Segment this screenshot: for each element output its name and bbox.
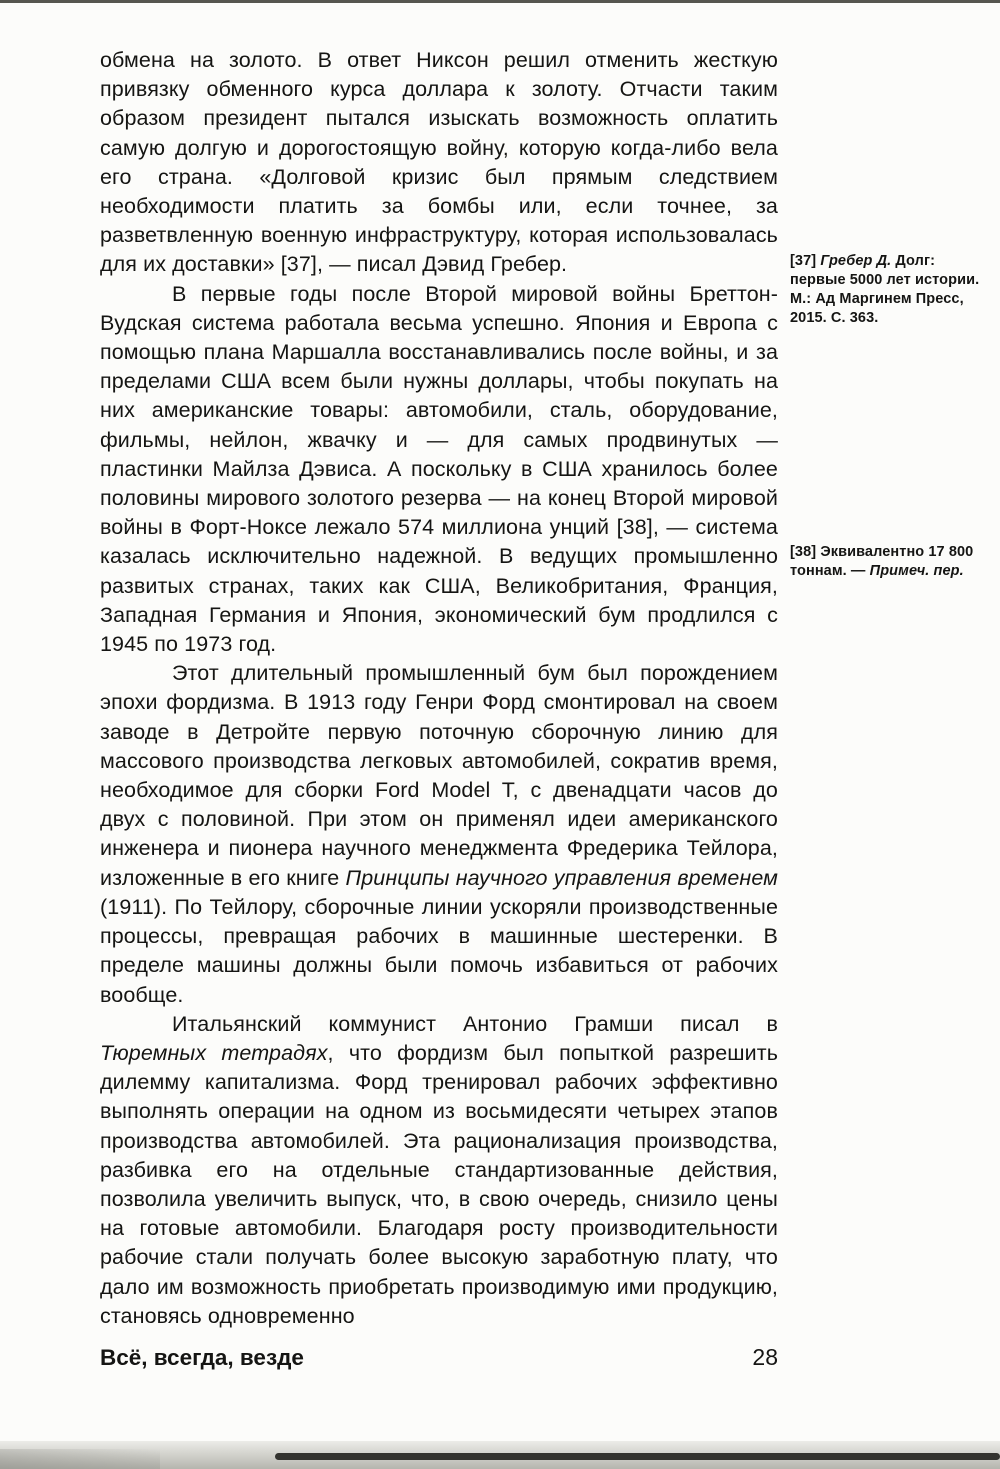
text-segment: Долг: первые 5000 лет истории. М.: Ад Маргинем Пресс, 2015. С. 363. <box>790 253 980 326</box>
body-text <box>100 46 778 1342</box>
scan-corner-shadow <box>0 1449 160 1469</box>
text-segment: Этот длительный промышленный бум был порождением эпохи фордизма. В 1913 году Генри Форд смонтировал на своем заводе в Детройте первую поточную сборочную линию для массового производства легковых автомобилей, сократив время, необходимое для сборки Ford Model T, с двенадцати часов до двух с половиной. При этом он применял идеи американского инженера и пионера научного менеджмента Фредерика Тейлора, изложенные в его книге <box>100 661 778 890</box>
text-segment: обмена на золото. В ответ Никсон решил отменить жесткую привязку обменного курса доллара к золоту. Отчасти таким образом президент пытался изыскать возможность оплатить самую долгую и дорогостоящую войну, которую когда-либо вела его страна. «Долговой кризис был прямым следствием необходимости платить за бомбы или, если точнее, за разветвленную военную инфраструктуру, которая использовалась для их доставки» [37], — писал Дэвид Гребер. <box>100 48 778 277</box>
page-footer <box>100 1344 778 1371</box>
text-segment: Итальянский коммунист Антонио Грамши писал в <box>172 1011 778 1036</box>
scan-artifact-line <box>275 1453 1000 1460</box>
italic-text-segment: Тюремных тетрадях <box>100 1040 328 1065</box>
running-title: Всё, всегда, везде <box>100 1345 304 1370</box>
paragraph <box>100 1010 778 1331</box>
italic-text-segment: Принципы научного управления временем <box>345 865 778 890</box>
text-segment: В первые годы после Второй мировой войны Бреттон-Вудская система работала весьма успешно. Япония и Европа с помощью плана Маршалла восстанавливались после войны, и за пределами США всем были нужны доллары, чтобы покупать на них американские товары: автомобили, сталь, оборудование, фильмы, нейлон, жвачку и — для самых продвинутых — пластинки Майлза Дэвиса. А поскольку в США хранилось более половины мирового золотого резерва — на конец Второй мировой войны в Форт-Ноксе лежало 574 миллиона унций [38], — система казалась исключительно надежной. В ведущих промышленно развитых странах, таких как США, Великобритания, Франция, Западная Германия и Япония, экономический бум продлился с 1945 по 1973 год. <box>100 281 778 657</box>
scan-edge-top <box>0 0 1000 3</box>
margin-note-37 <box>790 252 984 328</box>
italic-text-segment: Примеч. пер. <box>869 563 964 579</box>
margin-note-38 <box>790 543 984 581</box>
text-segment: [37] <box>790 253 821 269</box>
italic-text-segment: Гребер Д. <box>820 253 892 269</box>
page-number: 28 <box>752 1344 778 1370</box>
paragraph <box>100 280 778 660</box>
paragraph <box>100 659 778 1009</box>
text-segment: , что фордизм был попыткой разрешить дилемму капитализма. Форд тренировал рабочих эффективно выполнять операции на одном из восьмидесяти четырех этапов производства автомобилей. Эта рационализация производства, разбивка его на отдельные стандартизованные действия, позволила увеличить выпуск, что, в свою очередь, снизило цены на готовые автомобили. Благодаря росту производительности рабочие стали получать более высокую заработную плату, что дало им возможность приобретать производимую ими продукцию, становясь одновременно <box>100 1040 778 1328</box>
paragraph <box>100 46 778 280</box>
text-segment: [38] Эквивалентно 17 800 тоннам. — <box>790 544 974 579</box>
text-segment: (1911). По Тейлору, сборочные линии ускоряли производственные процессы, превращая рабочих в машинные шестеренки. В пределе машины должны были помочь избавиться от рабочих вообще. <box>100 894 778 1007</box>
